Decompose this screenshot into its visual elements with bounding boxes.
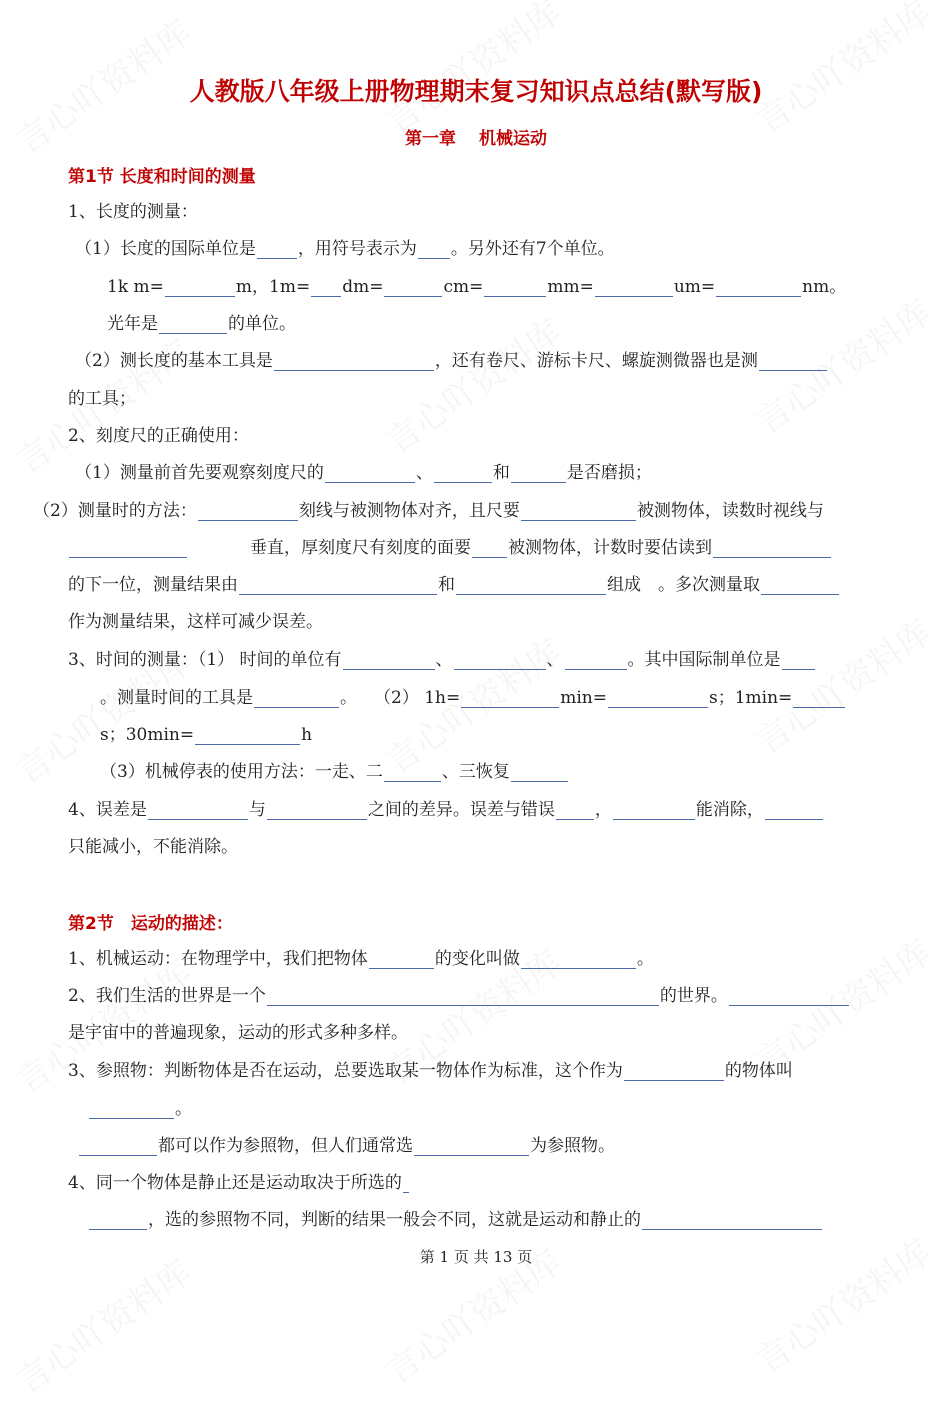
line-text: 为参照物。 xyxy=(530,1136,615,1156)
fill-in-blank[interactable] xyxy=(729,987,849,1006)
line-text: 刻线与被测物体对齐，且尺要 xyxy=(298,501,520,521)
line-text: cm= xyxy=(443,277,484,297)
fill-in-blank[interactable] xyxy=(456,576,606,595)
text-line xyxy=(68,1057,793,1081)
line-text: m，1m= xyxy=(235,277,311,297)
text-line xyxy=(68,1169,410,1193)
line-text: 2、我们生活的世界是一个 xyxy=(68,986,266,1006)
line-text: 组成 。多次测量取 xyxy=(607,575,760,595)
text-line xyxy=(100,721,312,745)
watermark-text xyxy=(4,1246,199,1403)
fill-in-blank[interactable] xyxy=(198,502,298,521)
fill-in-blank[interactable] xyxy=(765,801,823,820)
fill-in-blank[interactable] xyxy=(521,502,636,521)
line-text: 被测物体，读数时视线与 xyxy=(636,501,824,521)
line-text: 3、参照物：判断物体是否在运动，总要选取某一物体作为标准，这个作为 xyxy=(68,1061,623,1081)
text-line xyxy=(75,235,615,259)
fill-in-blank[interactable] xyxy=(325,464,415,483)
fill-in-blank[interactable] xyxy=(759,352,827,371)
line-text: 的物体叫 xyxy=(724,1061,793,1081)
fill-in-blank[interactable] xyxy=(267,801,367,820)
line-text: s；30min= xyxy=(100,725,195,745)
fill-in-blank[interactable] xyxy=(267,987,659,1006)
section-heading-1: 第1节 长度和时间的测量 xyxy=(68,167,256,187)
line-text: s；1min= xyxy=(708,688,793,708)
text-line xyxy=(68,534,832,558)
fill-in-blank[interactable] xyxy=(403,1174,409,1193)
line-text: 。 （2） 1h= xyxy=(340,688,461,708)
fill-in-blank[interactable] xyxy=(89,1211,147,1230)
text-line xyxy=(68,422,249,446)
text-line xyxy=(68,608,323,632)
fill-in-blank[interactable] xyxy=(793,689,845,708)
line-text: （1）测量前首先要观察刻度尺的 xyxy=(75,463,324,483)
fill-in-blank[interactable] xyxy=(642,1211,822,1230)
line-text: 的工具； xyxy=(68,389,136,409)
line-text: 、三恢复 xyxy=(441,762,510,782)
fill-in-blank[interactable] xyxy=(556,801,594,820)
text-line xyxy=(107,310,296,334)
line-text: 都可以作为参照物，但人们通常选 xyxy=(158,1136,413,1156)
line-text: h xyxy=(301,725,313,745)
line-text: ，还有卷尺、游标卡尺、螺旋测微器也是测 xyxy=(434,351,758,371)
line-text: ，选的参照物不同，判断的结果一般会不同，这就是运动和静止的 xyxy=(148,1210,641,1230)
line-text: nm。 xyxy=(802,277,847,297)
fill-in-blank[interactable] xyxy=(69,539,187,558)
line-text: 1、长度的测量： xyxy=(68,202,198,222)
chapter-heading: 第一章 机械运动 xyxy=(405,129,547,149)
fill-in-blank[interactable] xyxy=(165,278,235,297)
line-text: 3、时间的测量：（1） 时间的单位有 xyxy=(68,650,342,670)
fill-in-blank[interactable] xyxy=(713,539,831,558)
fill-in-blank[interactable] xyxy=(343,651,435,670)
line-text: 1、机械运动：在物理学中，我们把物体 xyxy=(68,949,368,969)
fill-in-blank[interactable] xyxy=(89,1100,174,1119)
text-line xyxy=(68,982,850,1006)
text-line xyxy=(33,497,824,521)
fill-in-blank[interactable] xyxy=(418,240,450,259)
line-text: （2）测长度的基本工具是 xyxy=(75,351,273,371)
document-title: 人教版八年级上册物理期末复习知识点总结(默写版) xyxy=(189,77,763,106)
fill-in-blank[interactable] xyxy=(254,689,339,708)
text-line xyxy=(100,684,846,708)
line-text: 。另外还有7个单位。 xyxy=(450,239,615,259)
page-footer: 第 1 页 共 13 页 xyxy=(419,1248,533,1266)
line-text: 的下一位，测量结果由 xyxy=(68,575,238,595)
text-line xyxy=(100,758,569,782)
line-text: 被测物体，计数时要估读到 xyxy=(508,538,712,558)
line-text: 4、同一个物体是静止还是运动取决于所选的 xyxy=(68,1173,402,1193)
line-text: 能消除， xyxy=(695,800,764,820)
text-line xyxy=(68,198,198,222)
text-line xyxy=(68,646,816,670)
text-line xyxy=(68,945,654,969)
fill-in-blank[interactable] xyxy=(79,1137,157,1156)
line-text: 和 xyxy=(492,463,510,483)
line-text: ，用符号表示为 xyxy=(297,239,417,259)
text-line xyxy=(88,1095,192,1119)
fill-in-blank[interactable] xyxy=(148,801,248,820)
line-text: 与 xyxy=(248,800,266,820)
line-text: mm= xyxy=(547,277,594,297)
text-line xyxy=(68,385,136,409)
fill-in-blank[interactable] xyxy=(414,1137,529,1156)
line-text: 。测量时间的工具是 xyxy=(100,688,253,708)
line-text: （3）机械停表的使用方法：一走、二 xyxy=(100,762,383,782)
fill-in-blank[interactable] xyxy=(384,278,442,297)
fill-in-blank[interactable] xyxy=(511,763,568,782)
fill-in-blank[interactable] xyxy=(624,1062,724,1081)
fill-in-blank[interactable] xyxy=(716,278,801,297)
fill-in-blank[interactable] xyxy=(434,464,492,483)
fill-in-blank[interactable] xyxy=(311,278,341,297)
fill-in-blank[interactable] xyxy=(384,763,441,782)
line-text: 4、误差是 xyxy=(68,800,147,820)
line-text: ， xyxy=(594,800,612,820)
text-line xyxy=(75,459,652,483)
fill-in-blank[interactable] xyxy=(521,950,636,969)
text-line xyxy=(88,1206,823,1230)
line-text: 2、刻度尺的正确使用： xyxy=(68,426,249,446)
text-line xyxy=(68,571,840,595)
line-text: 的世界。 xyxy=(659,986,728,1006)
line-text: 和 xyxy=(438,575,455,595)
line-text: 的变化叫做 xyxy=(434,949,520,969)
line-text: 是宇宙中的普遍现象，运动的形式多种多样。 xyxy=(68,1023,408,1043)
line-text: （2）测量时的方法： xyxy=(33,501,197,521)
fill-in-blank[interactable] xyxy=(195,726,300,745)
line-text: 、 xyxy=(546,650,564,670)
line-text: 作为测量结果，这样可减少误差。 xyxy=(68,612,323,632)
fill-in-blank[interactable] xyxy=(565,651,627,670)
fill-in-blank[interactable] xyxy=(511,464,566,483)
fill-in-blank[interactable] xyxy=(369,950,434,969)
fill-in-blank[interactable] xyxy=(613,801,695,820)
fill-in-blank[interactable] xyxy=(274,352,434,371)
line-text: min= xyxy=(560,688,607,708)
line-text: 。其中国际制单位是 xyxy=(627,650,781,670)
line-text: 、 xyxy=(435,650,453,670)
line-text: 。 xyxy=(175,1099,192,1119)
text-line xyxy=(78,1132,615,1156)
section-heading-2: 第2节 运动的描述： xyxy=(68,914,233,934)
line-text: um= xyxy=(673,277,716,297)
line-text: 、 xyxy=(415,463,433,483)
line-text: 是否磨损； xyxy=(566,463,652,483)
text-line xyxy=(75,347,828,371)
line-text: 只能减小，不能消除。 xyxy=(68,837,238,857)
fill-in-blank[interactable] xyxy=(761,576,839,595)
line-text: 。 xyxy=(636,949,654,969)
fill-in-blank[interactable] xyxy=(257,240,297,259)
fill-in-blank[interactable] xyxy=(595,278,673,297)
fill-in-blank[interactable] xyxy=(484,278,546,297)
line-text: 的单位。 xyxy=(228,314,296,334)
fill-in-blank[interactable] xyxy=(782,651,815,670)
fill-in-blank[interactable] xyxy=(608,689,708,708)
line-text: 垂直，厚刻度尺有刻度的面要 xyxy=(250,538,471,558)
fill-in-blank[interactable] xyxy=(472,539,507,558)
watermark-text xyxy=(374,306,569,463)
text-line xyxy=(68,1019,408,1043)
line-text: （1）长度的国际单位是 xyxy=(75,239,256,259)
line-text: 1k m= xyxy=(107,277,164,297)
fill-in-blank[interactable] xyxy=(454,651,546,670)
line-text: dm= xyxy=(342,277,384,297)
line-text: 光年是 xyxy=(107,314,158,334)
fill-in-blank[interactable] xyxy=(159,315,227,334)
fill-in-blank[interactable] xyxy=(239,576,437,595)
text-line xyxy=(68,796,824,820)
fill-in-blank[interactable] xyxy=(461,689,559,708)
line-text: 之间的差异。误差与错误 xyxy=(367,800,555,820)
text-line xyxy=(107,273,846,297)
text-line xyxy=(68,833,238,857)
